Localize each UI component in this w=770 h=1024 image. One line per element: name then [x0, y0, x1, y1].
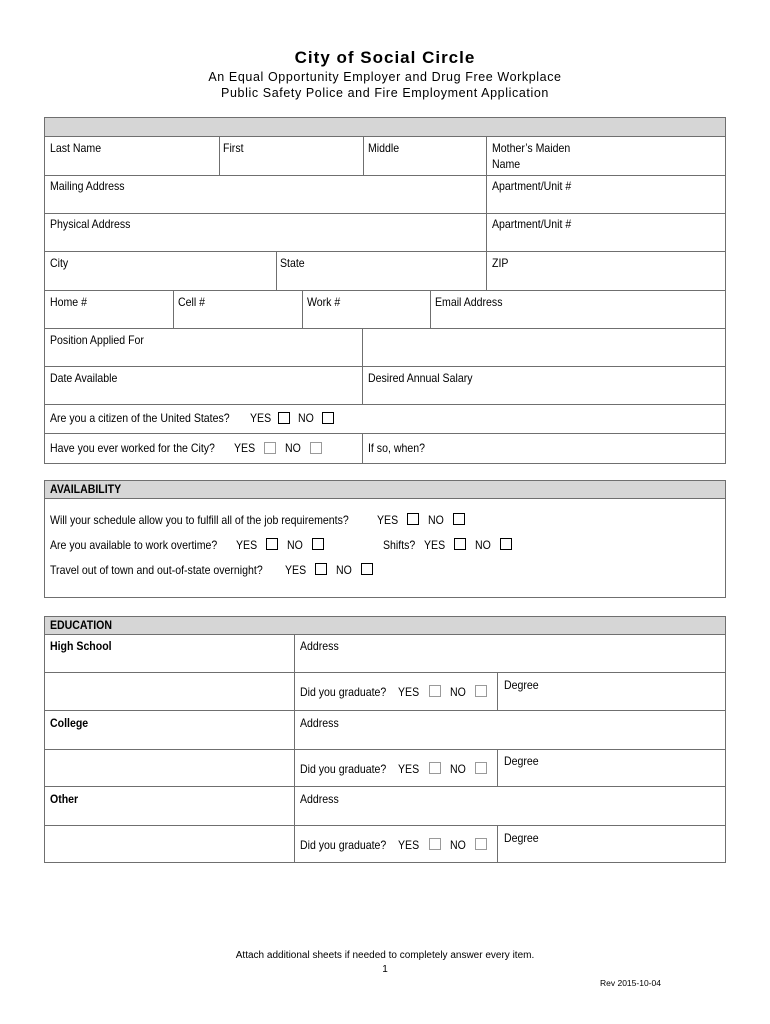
footer-note: Attach additional sheets if needed to completely answer every item.	[235, 950, 535, 961]
row-line	[44, 213, 725, 214]
row-line	[44, 825, 725, 826]
page-title: City of Social Circle	[294, 48, 476, 67]
college-yes-checkbox[interactable]	[429, 762, 441, 774]
state-field[interactable]: State	[280, 256, 305, 270]
row-line	[44, 404, 725, 405]
schedule-yes-checkbox[interactable]	[407, 513, 419, 525]
college-degree-field[interactable]: Degree	[504, 754, 539, 768]
high-school-no-label: NO	[450, 685, 466, 699]
col-line	[302, 290, 303, 328]
row-line	[44, 251, 725, 252]
position-field[interactable]: Position Applied For	[50, 333, 144, 347]
row-line	[44, 433, 725, 434]
citizen-yes-label: YES	[250, 411, 272, 425]
schedule-no-label: NO	[428, 513, 444, 527]
other-school-degree-field[interactable]: Degree	[504, 831, 539, 845]
high-school-yes-checkbox[interactable]	[429, 685, 441, 697]
citizen-no-checkbox[interactable]	[322, 412, 334, 424]
row-line	[44, 290, 725, 291]
physical-address-field[interactable]: Physical Address	[50, 217, 131, 231]
shifts-yes-checkbox[interactable]	[454, 538, 466, 550]
row-line	[44, 366, 725, 367]
worked-no-label: NO	[285, 441, 301, 455]
college-yes-label: YES	[398, 762, 420, 776]
worked-no-checkbox[interactable]	[310, 442, 322, 454]
email-field[interactable]: Email Address	[435, 295, 503, 309]
revision-date: Rev 2015-10-04	[600, 978, 661, 988]
high-school-yes-label: YES	[398, 685, 420, 699]
travel-question: Travel out of town and out-of-state overnight?	[50, 563, 263, 577]
col-line	[294, 634, 295, 862]
other-school-label: Other	[50, 792, 79, 806]
col-line	[362, 433, 363, 464]
shifts-yes-label: YES	[424, 538, 446, 552]
travel-no-checkbox[interactable]	[361, 563, 373, 575]
overtime-no-checkbox[interactable]	[312, 538, 324, 550]
last-name-field[interactable]: Last Name	[50, 141, 102, 155]
travel-yes-label: YES	[285, 563, 307, 577]
col-line	[363, 136, 364, 175]
cell-phone-field[interactable]: Cell #	[178, 295, 206, 309]
col-line	[430, 290, 431, 328]
shifts-no-label: NO	[475, 538, 491, 552]
row-line	[44, 710, 725, 711]
city-field[interactable]: City	[50, 256, 69, 270]
physical-apt-field[interactable]: Apartment/Unit #	[492, 217, 572, 231]
home-phone-field[interactable]: Home #	[50, 295, 87, 309]
maiden-name-field[interactable]: Mother’s Maiden	[492, 141, 571, 155]
col-line	[497, 749, 498, 786]
row-line	[44, 328, 725, 329]
col-line	[173, 290, 174, 328]
maiden-name-label-2: Name	[492, 157, 521, 171]
schedule-question: Will your schedule allow you to fulfill all of the job requirements?	[50, 513, 349, 527]
high-school-address-field[interactable]: Address	[300, 639, 339, 653]
row-line	[44, 749, 725, 750]
subtitle-application: Public Safety Police and Fire Employment Application	[221, 86, 549, 100]
middle-name-field[interactable]: Middle	[368, 141, 400, 155]
citizen-yes-checkbox[interactable]	[278, 412, 290, 424]
worked-question: Have you ever worked for the City?	[50, 441, 215, 455]
high-school-no-checkbox[interactable]	[475, 685, 487, 697]
availability-title: AVAILABILITY	[50, 482, 122, 496]
col-line	[362, 328, 363, 404]
schedule-no-checkbox[interactable]	[453, 513, 465, 525]
col-line	[219, 136, 220, 175]
row-line	[44, 672, 725, 673]
shifts-question: Shifts?	[383, 538, 416, 552]
date-available-field[interactable]: Date Available	[50, 371, 118, 385]
row-line	[44, 175, 725, 176]
college-address-field[interactable]: Address	[300, 716, 339, 730]
col-line	[497, 825, 498, 862]
shifts-no-checkbox[interactable]	[500, 538, 512, 550]
other-school-no-label: NO	[450, 838, 466, 852]
college-graduate-question: Did you graduate?	[300, 762, 387, 776]
row-line	[44, 786, 725, 787]
col-line	[276, 251, 277, 290]
page-number: 1	[382, 964, 388, 975]
first-name-field[interactable]: First	[223, 141, 244, 155]
citizen-no-label: NO	[298, 411, 314, 425]
worked-yes-label: YES	[234, 441, 256, 455]
high-school-graduate-question: Did you graduate?	[300, 685, 387, 699]
col-line	[486, 136, 487, 290]
subtitle-employer: An Equal Opportunity Employer and Drug Free Workplace	[208, 70, 562, 84]
travel-yes-checkbox[interactable]	[315, 563, 327, 575]
other-school-yes-label: YES	[398, 838, 420, 852]
overtime-no-label: NO	[287, 538, 303, 552]
other-school-no-checkbox[interactable]	[475, 838, 487, 850]
college-no-checkbox[interactable]	[475, 762, 487, 774]
worked-when-field[interactable]: If so, when?	[368, 441, 425, 455]
education-title: EDUCATION	[50, 618, 112, 632]
zip-field[interactable]: ZIP	[492, 256, 509, 270]
high-school-label: High School	[50, 639, 112, 653]
work-phone-field[interactable]: Work #	[307, 295, 341, 309]
other-school-graduate-question: Did you graduate?	[300, 838, 387, 852]
travel-no-label: NO	[336, 563, 352, 577]
col-line	[497, 672, 498, 710]
worked-yes-checkbox[interactable]	[264, 442, 276, 454]
salary-field[interactable]: Desired Annual Salary	[368, 371, 473, 385]
overtime-question: Are you available to work overtime?	[50, 538, 218, 552]
other-school-yes-checkbox[interactable]	[429, 838, 441, 850]
high-school-degree-field[interactable]: Degree	[504, 678, 539, 692]
college-no-label: NO	[450, 762, 466, 776]
citizen-question: Are you a citizen of the United States?	[50, 411, 230, 425]
mailing-address-field[interactable]: Mailing Address	[50, 179, 125, 193]
overtime-yes-checkbox[interactable]	[266, 538, 278, 550]
mailing-apt-field[interactable]: Apartment/Unit #	[492, 179, 572, 193]
schedule-yes-label: YES	[377, 513, 399, 527]
other-school-address-field[interactable]: Address	[300, 792, 339, 806]
overtime-yes-label: YES	[236, 538, 258, 552]
college-label: College	[50, 716, 89, 730]
